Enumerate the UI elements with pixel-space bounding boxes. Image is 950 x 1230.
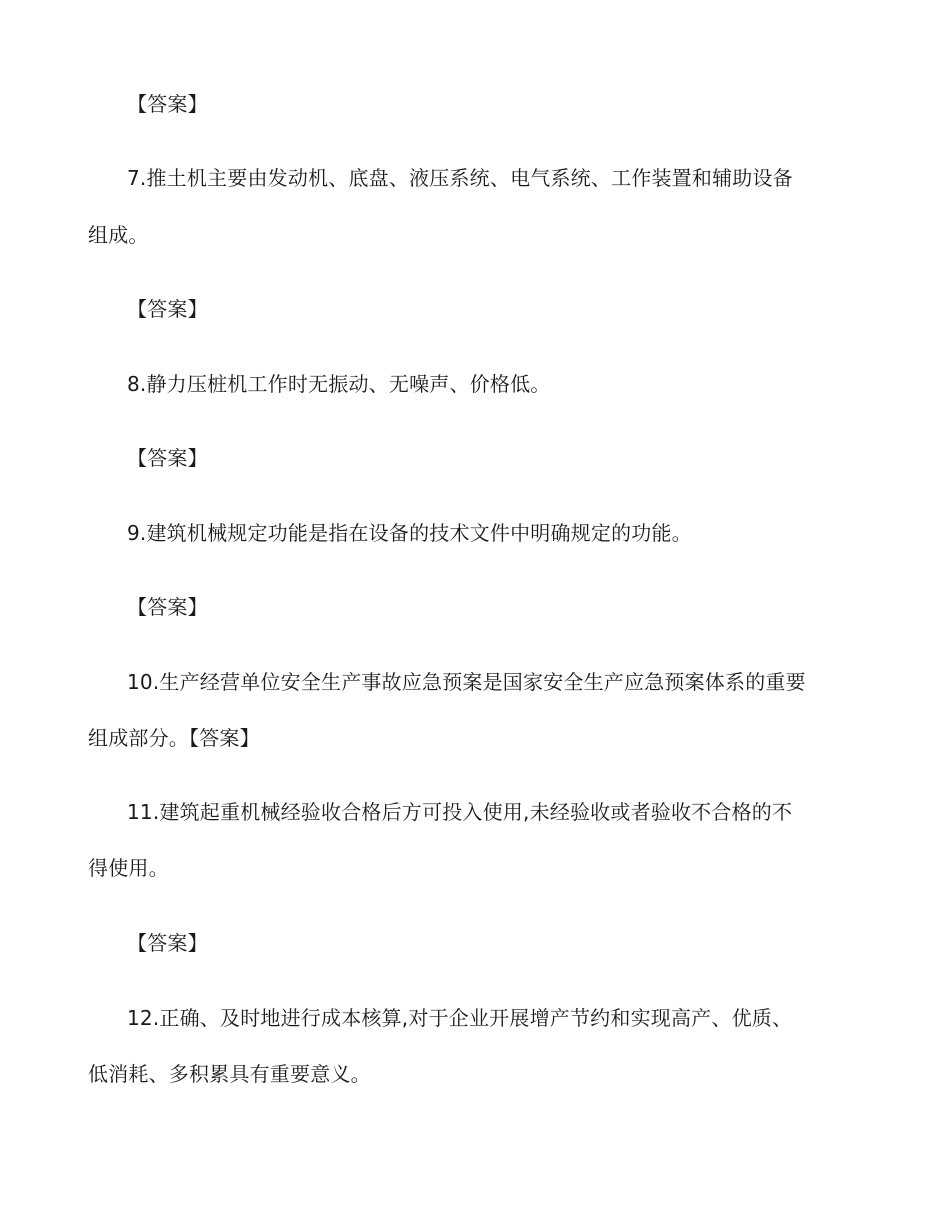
question-7-line-2: 组成。 xyxy=(88,223,149,247)
question-7-line-1: 7.推土机主要由发动机、底盘、液压系统、电气系统、工作装置和辅助设备 xyxy=(127,166,793,190)
answer-label: 【答案】 xyxy=(127,595,208,619)
answer-label: 【答案】 xyxy=(127,297,208,321)
question-12-line-2: 低消耗、多积累具有重要意义。 xyxy=(88,1062,371,1086)
question-12-line-1: 12.正确、及时地进行成本核算,对于企业开展增产节约和实现高产、优质、 xyxy=(127,1006,793,1030)
question-9-line-1: 9.建筑机械规定功能是指在设备的技术文件中明确规定的功能。 xyxy=(127,521,692,545)
answer-label: 【答案】 xyxy=(127,92,208,116)
question-10-line-1: 10.生产经营单位安全生产事故应急预案是国家安全生产应急预案体系的重要 xyxy=(127,670,806,694)
question-8-line-1: 8.静力压桩机工作时无振动、无噪声、价格低。 xyxy=(127,372,551,396)
question-10-line-2: 组成部分。【答案】 xyxy=(88,726,260,750)
answer-label: 【答案】 xyxy=(127,446,208,470)
answer-label: 【答案】 xyxy=(127,931,208,955)
question-11-line-1: 11.建筑起重机械经验收合格后方可投入使用,未经验收或者验收不合格的不 xyxy=(127,800,793,824)
question-11-line-2: 得使用。 xyxy=(88,856,169,880)
